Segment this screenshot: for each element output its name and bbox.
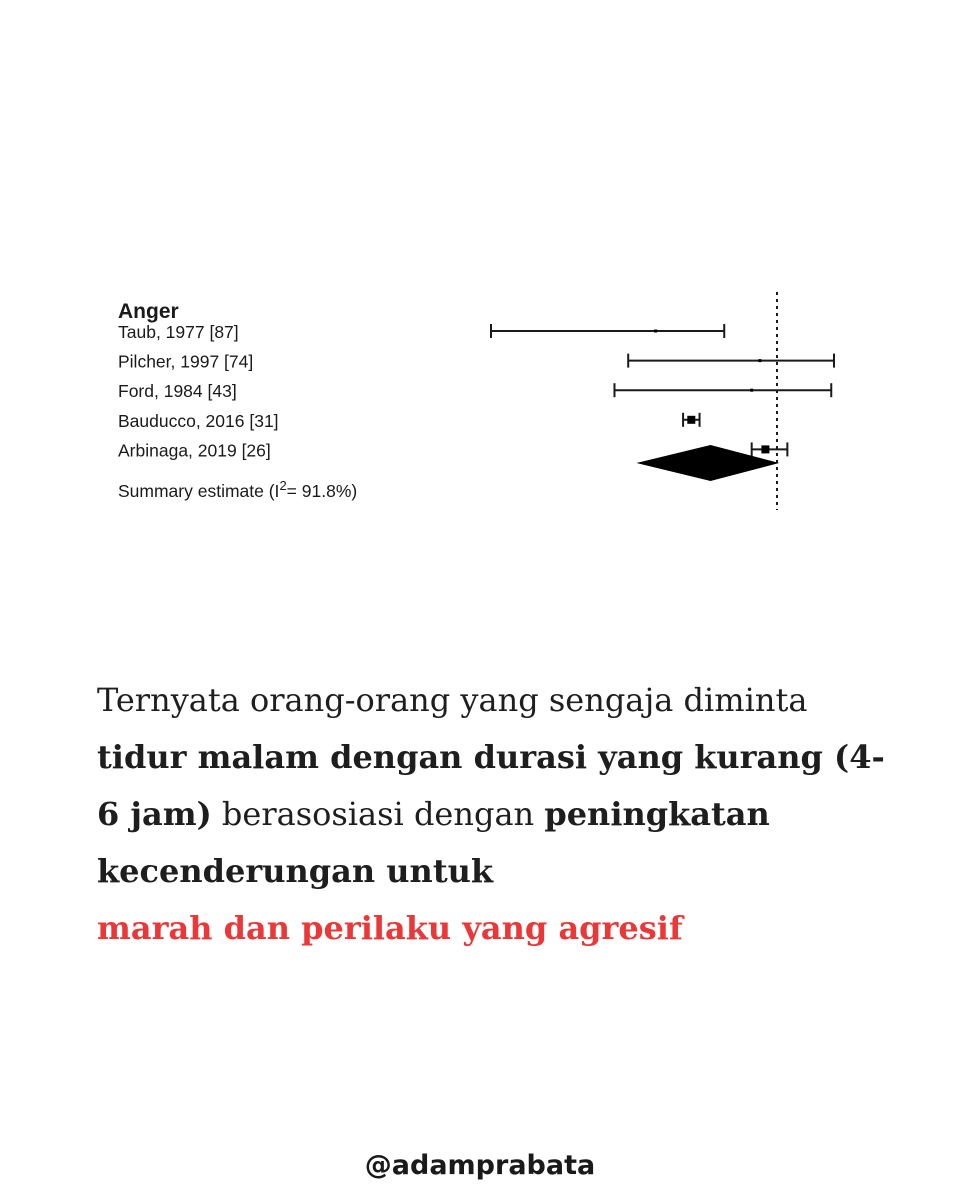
point-estimate [750,389,753,392]
forest-plot [0,0,960,540]
author-handle: @adamprabata [364,1150,596,1181]
summary-label [118,478,357,501]
caption-text-1: Ternyata orang-orang yang sengaja diminta [97,681,808,719]
point-estimate [758,359,761,362]
caption-highlight: marah dan perilaku yang agresif [97,909,683,947]
study-label: Pilcher, 1997 [74] [118,351,254,372]
chart-title: Anger [118,300,179,323]
point-estimate [761,445,769,453]
study-label: Arbinaga, 2019 [26] [118,440,271,461]
study-label: Taub, 1977 [87] [118,322,239,342]
point-estimate [687,416,695,424]
caption-text-2: berasosiasi dengan [211,795,545,833]
caption-bold-1: tidur malam dengan durasi yang kurang (4-6 jam) [97,738,885,833]
summary-label-rest: = 91.8%) [286,481,358,501]
point-estimate [654,330,657,333]
study-label: Ford, 1984 [43] [118,381,237,402]
caption [97,672,897,957]
summary-label-sup: 2 [279,478,287,493]
summary-label-main: Summary estimate (I [118,481,280,501]
caption-bold-2: peningkatan kecenderungan untuk [97,795,770,890]
study-label: Bauducco, 2016 [31] [118,410,279,431]
